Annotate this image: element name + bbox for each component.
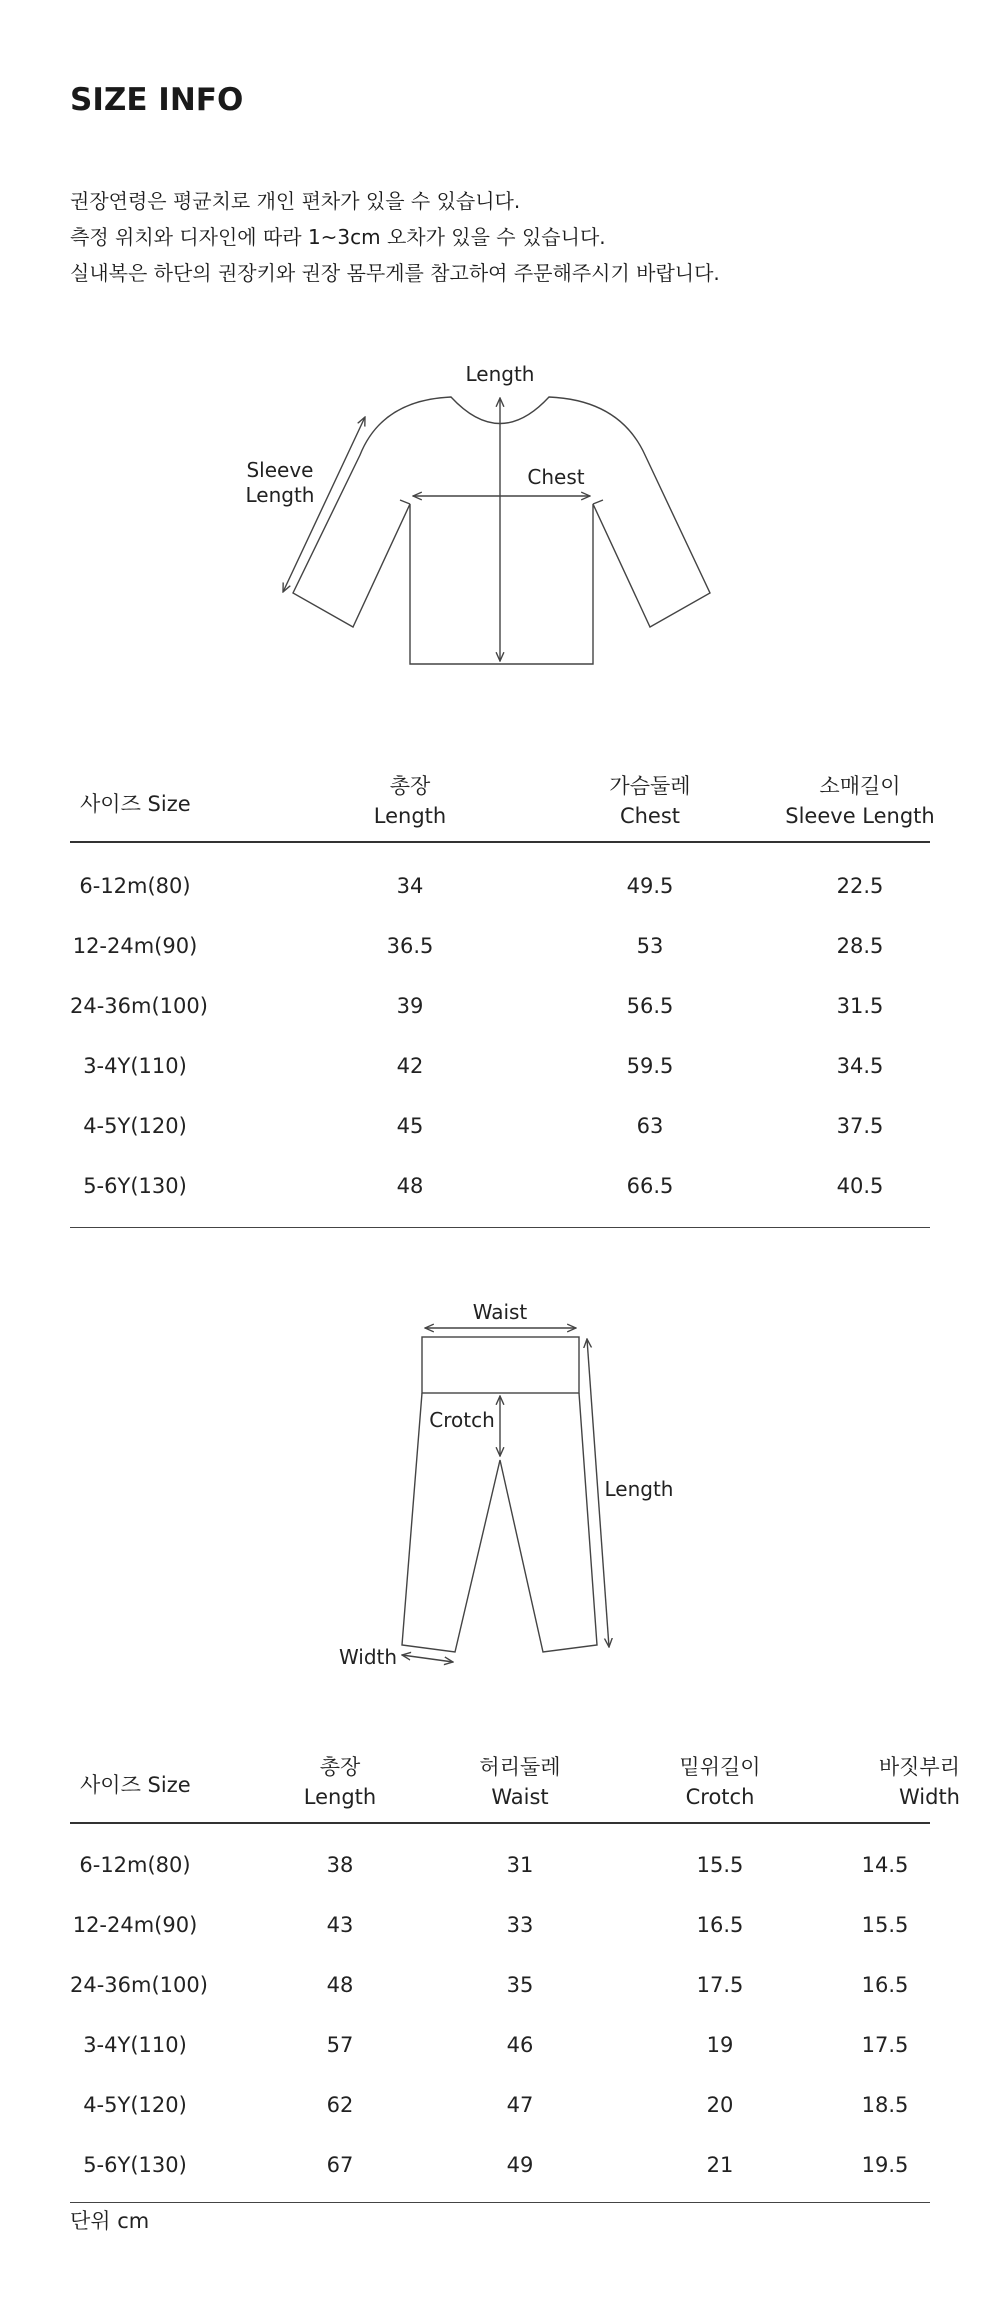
length-label: Length — [604, 1477, 674, 1501]
cell-crotch: 19 — [706, 2033, 734, 2057]
cell-crotch: 21 — [706, 2153, 734, 2177]
table-row — [70, 856, 930, 916]
table-row — [70, 1835, 930, 1895]
cell-chest: 53 — [636, 934, 664, 958]
cell-length: 48 — [326, 1973, 354, 1997]
cell-width: 16.5 — [861, 1973, 909, 1997]
table-row — [70, 1156, 930, 1216]
header-length: 총장 Length — [373, 774, 447, 828]
cell-chest: 59.5 — [626, 1054, 674, 1078]
length-label: Length — [465, 362, 535, 386]
top-garment-diagram — [0, 340, 1000, 680]
cell-size: 24-36m(100) — [70, 994, 208, 1018]
cell-crotch: 17.5 — [696, 1973, 744, 1997]
notes — [70, 183, 720, 291]
cell-width: 14.5 — [861, 1853, 909, 1877]
table-row — [70, 1895, 930, 1955]
cell-waist: 35 — [506, 1973, 534, 1997]
table-row — [70, 1955, 930, 2015]
cell-width: 17.5 — [861, 2033, 909, 2057]
cell-length: 39 — [396, 994, 424, 1018]
pants-diagram — [0, 1290, 1000, 1690]
chest-label: Chest — [527, 465, 585, 489]
cell-size: 24-36m(100) — [70, 1973, 208, 1997]
cell-sleeve: 37.5 — [836, 1114, 884, 1138]
waist-label: Waist — [472, 1300, 528, 1324]
cell-length: 38 — [326, 1853, 354, 1877]
cell-sleeve: 22.5 — [836, 874, 884, 898]
cell-size: 12-24m(90) — [72, 934, 198, 958]
cell-crotch: 16.5 — [696, 1913, 744, 1937]
cell-length: 43 — [326, 1913, 354, 1937]
table-row — [70, 1096, 930, 1156]
header-size: 사이즈 Size — [80, 1773, 191, 1797]
width-arrow — [402, 1655, 453, 1662]
waistband — [422, 1337, 579, 1393]
cell-length: 62 — [326, 2093, 354, 2117]
cell-size: 6-12m(80) — [79, 874, 191, 898]
table-row — [70, 2075, 930, 2135]
width-label: Width — [338, 1645, 398, 1669]
unit-note: 단위 cm — [70, 2209, 150, 2233]
table-bottom-rule — [70, 2202, 930, 2203]
note-line: 권장연령은 평균치로 개인 편차가 있을 수 있습니다. — [70, 189, 521, 213]
cell-length: 34 — [396, 874, 424, 898]
table-row — [70, 976, 930, 1036]
sleeve-label: Sleeve — [246, 458, 314, 482]
sleeve-label: Length — [245, 483, 315, 507]
crotch-label: Crotch — [429, 1408, 495, 1432]
cell-crotch: 20 — [706, 2093, 734, 2117]
cell-waist: 33 — [506, 1913, 534, 1937]
header-waist: 허리둘레 Waist — [479, 1755, 561, 1809]
cell-crotch: 15.5 — [696, 1853, 744, 1877]
cell-sleeve: 34.5 — [836, 1054, 884, 1078]
header-length: 총장 Length — [303, 1755, 377, 1809]
cell-size: 4-5Y(120) — [83, 1114, 187, 1138]
cell-size: 5-6Y(130) — [83, 2153, 187, 2177]
note-line: 실내복은 하단의 권장키와 권장 몸무게를 참고하여 주문해주시기 바랍니다. — [70, 261, 720, 285]
table-row — [70, 916, 930, 976]
table-row — [70, 2135, 930, 2195]
cell-size: 4-5Y(120) — [83, 2093, 187, 2117]
header-sleeve: 소매길이 Sleeve Length — [785, 774, 935, 828]
cell-length: 45 — [396, 1114, 424, 1138]
cell-chest: 49.5 — [626, 874, 674, 898]
table-row — [70, 2015, 930, 2075]
cell-waist: 31 — [506, 1853, 534, 1877]
cell-chest: 56.5 — [626, 994, 674, 1018]
cell-sleeve: 40.5 — [836, 1174, 884, 1198]
table-header — [70, 1749, 960, 1824]
cell-length: 67 — [326, 2153, 354, 2177]
cell-chest: 63 — [636, 1114, 664, 1138]
cell-length: 57 — [326, 2033, 354, 2057]
header-size: 사이즈 Size — [80, 792, 191, 816]
page-title: SIZE INFO — [70, 82, 244, 118]
cell-length: 48 — [396, 1174, 424, 1198]
header-crotch: 밑위길이 Crotch — [679, 1755, 761, 1809]
cell-width: 15.5 — [861, 1913, 909, 1937]
cell-waist: 49 — [506, 2153, 534, 2177]
cell-size: 12-24m(90) — [72, 1913, 198, 1937]
cell-width: 18.5 — [861, 2093, 909, 2117]
cell-chest: 66.5 — [626, 1174, 674, 1198]
cell-size: 6-12m(80) — [79, 1853, 191, 1877]
cell-sleeve: 28.5 — [836, 934, 884, 958]
cell-size: 3-4Y(110) — [83, 1054, 187, 1078]
cell-waist: 47 — [506, 2093, 534, 2117]
table-header — [70, 768, 935, 843]
note-line: 측정 위치와 디자인에 따라 1~3cm 오차가 있을 수 있습니다. — [70, 225, 606, 249]
cell-width: 19.5 — [861, 2153, 909, 2177]
header-width: 바짓부리 Width — [878, 1755, 960, 1809]
table-row — [70, 1036, 930, 1096]
cell-size: 5-6Y(130) — [83, 1174, 187, 1198]
cell-length: 36.5 — [386, 934, 434, 958]
cell-length: 42 — [396, 1054, 424, 1078]
cell-sleeve: 31.5 — [836, 994, 884, 1018]
table-bottom-rule — [70, 1227, 930, 1228]
cell-waist: 46 — [506, 2033, 534, 2057]
header-chest: 가슴둘레 Chest — [609, 774, 691, 828]
cell-size: 3-4Y(110) — [83, 2033, 187, 2057]
